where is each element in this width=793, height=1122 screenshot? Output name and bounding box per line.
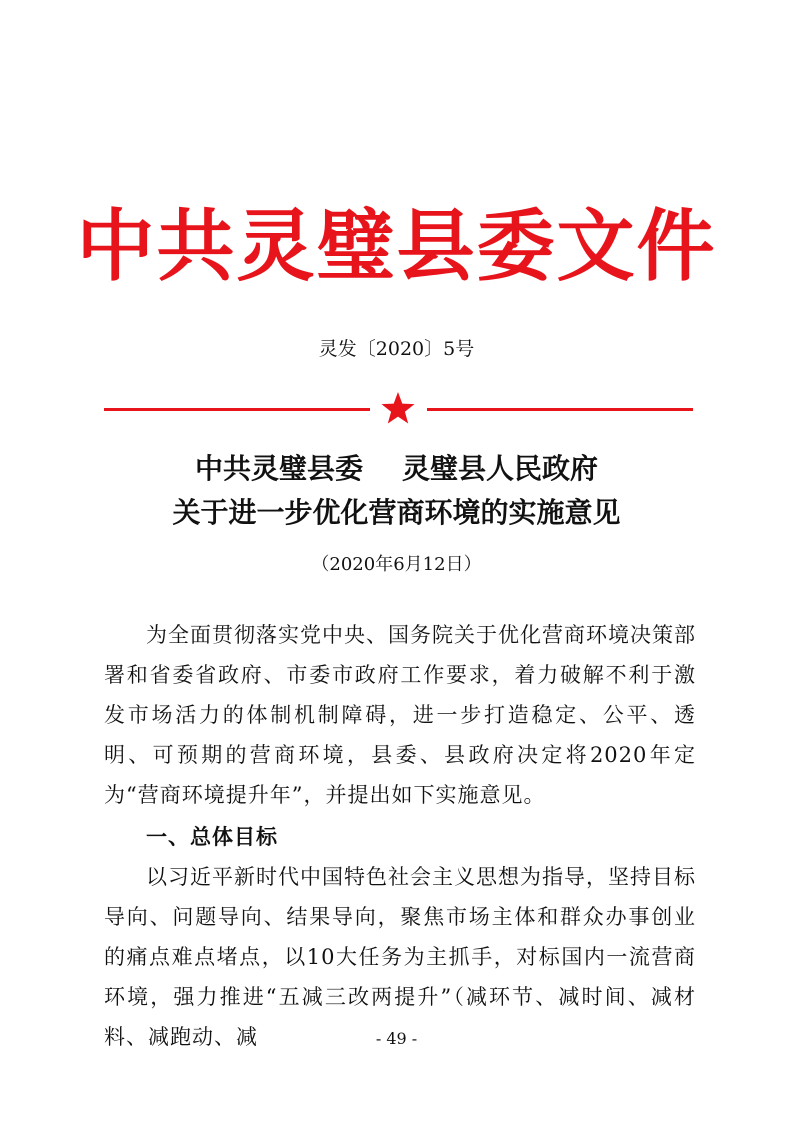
- section-paragraph: 以习近平新时代中国特色社会主义思想为指导，坚持目标导向、问题导向、结果导向，聚焦市场主体和群众办事创业的痛点难点堵点，以10大任务为主抓手，对标国内一流营商环境，强力推进“五减三改两提升”（减环节、减时间、减材料、减跑动、减: [104, 865, 696, 1049]
- red-divider-right: [427, 408, 693, 411]
- document-number: 灵发〔2020〕5号: [318, 338, 475, 360]
- red-star-icon: [380, 391, 416, 427]
- document-masthead: 中共灵璧县委文件: [76, 202, 717, 292]
- section-heading: 一、总体目标: [146, 825, 278, 849]
- red-divider-left: [104, 408, 370, 411]
- page-number: - 49 -: [375, 1029, 418, 1048]
- document-title-line-2: 关于进一步优化营商环境的实施意见: [172, 496, 621, 529]
- intro-paragraph: 为全面贯彻落实党中央、国务院关于优化营商环境决策部署和省委省政府、市委市政府工作要求，着力破解不利于激发市场活力的体制机制障碍，进一步打造稳定、公平、透明、可预期的营商环境，县委、县政府决定将2020年定为“营商环境提升年”，并提出如下实施意见。: [104, 623, 696, 807]
- document-title-line-1: 中共灵璧县委 灵璧县人民政府: [195, 452, 598, 485]
- document-date: （2020年6月12日）: [311, 554, 482, 575]
